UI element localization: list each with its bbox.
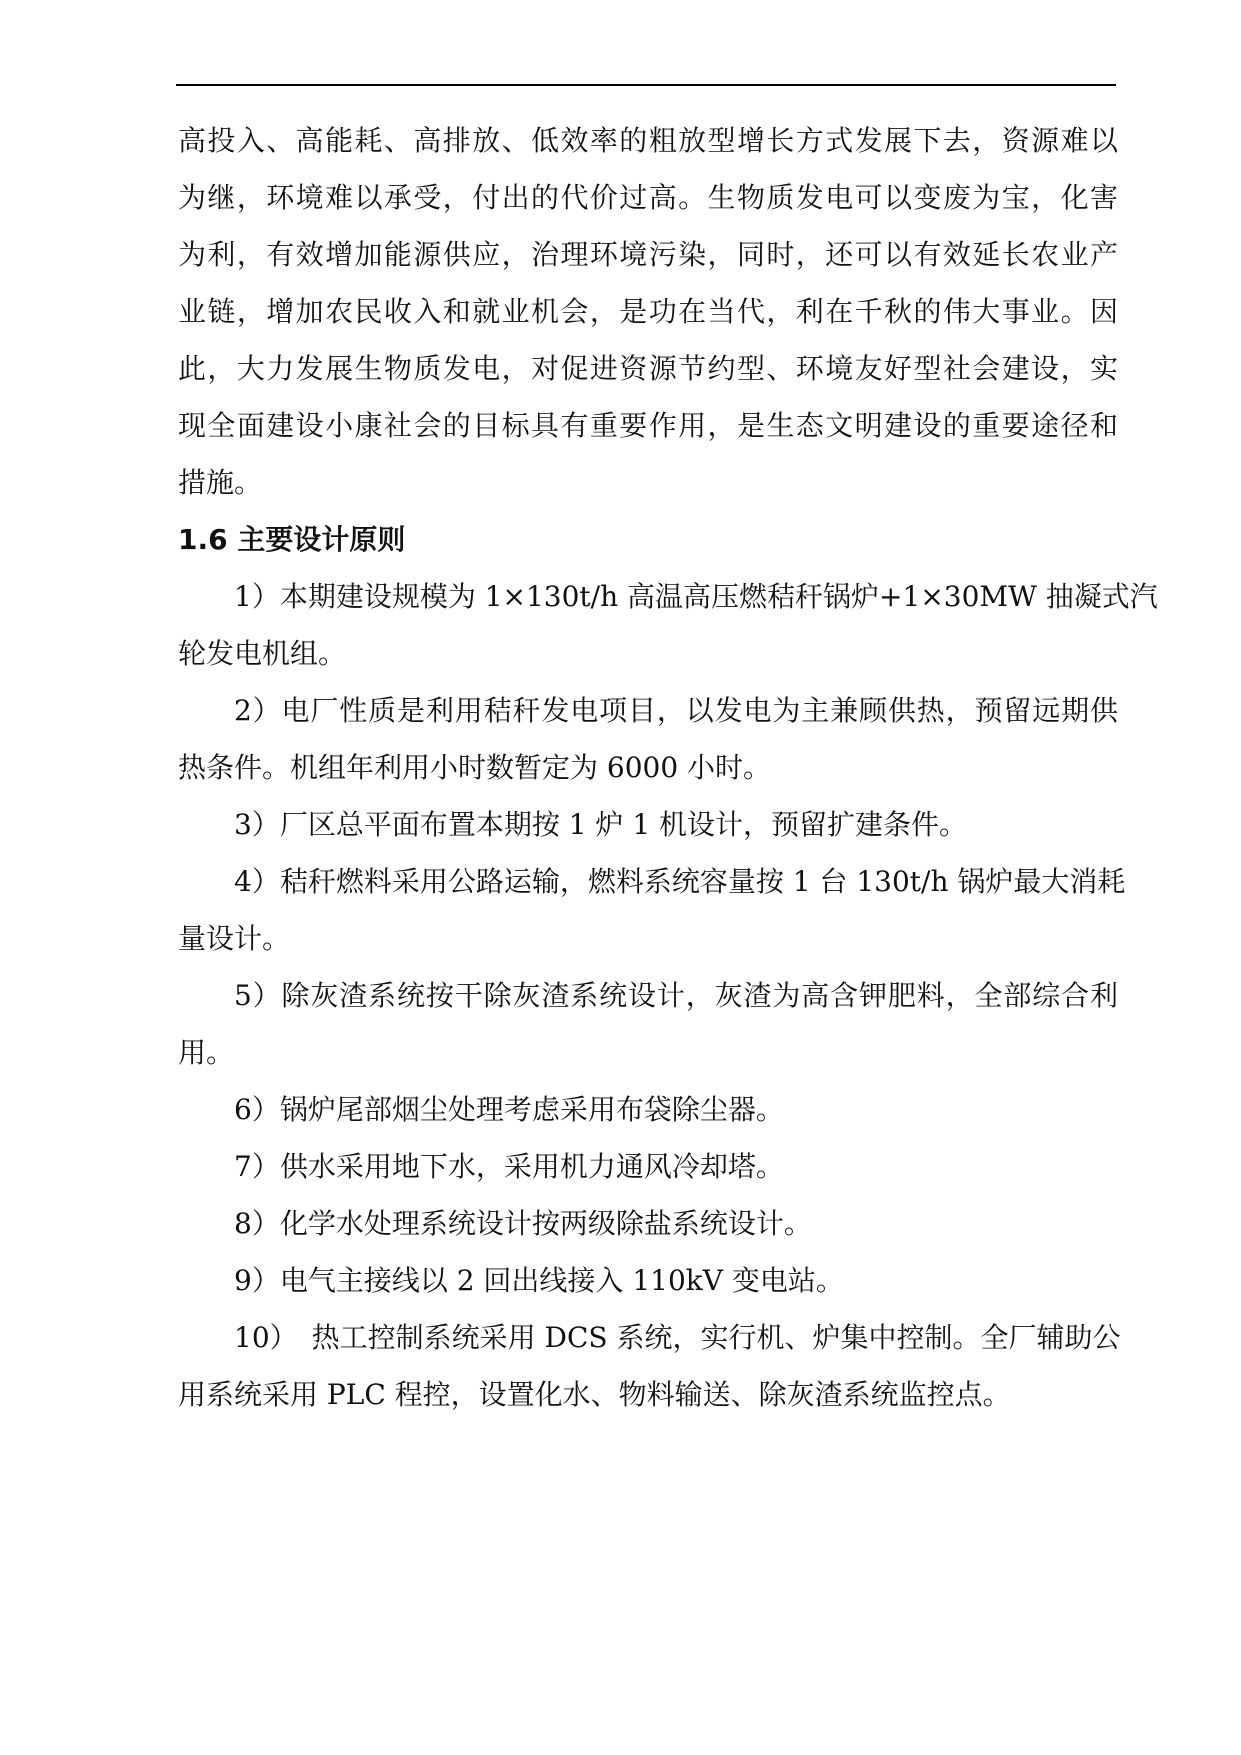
header-rule	[176, 84, 1116, 86]
principle-item-2	[178, 682, 1118, 796]
principle-line: 热条件。机组年利用小时数暂定为 6000 小时。	[178, 751, 772, 784]
principle-item-10	[178, 1309, 1121, 1423]
intro-paragraph	[178, 112, 1118, 511]
intro-line: 措施。	[178, 466, 263, 499]
principle-item-4	[178, 853, 1126, 967]
principle-item-9	[178, 1252, 1118, 1309]
principle-line: 3）厂区总平面布置本期按 1 炉 1 机设计，预留扩建条件。	[234, 808, 968, 841]
intro-line: 业链，增加农民收入和就业机会，是功在当代，利在千秋的伟大事业。因	[178, 295, 1118, 328]
principle-line: 量设计。	[178, 922, 291, 955]
principle-line: 用系统采用 PLC 程控，设置化水、物料输送、除灰渣系统监控点。	[178, 1378, 1011, 1411]
principle-line: 1）本期建设规模为 1×130t/h 高温高压燃秸秆锅炉+1×30MW 抽凝式汽	[234, 580, 1158, 613]
principle-line: 10） 热工控制系统采用 DCS 系统，实行机、炉集中控制。全厂辅助公	[234, 1321, 1121, 1354]
principle-line: 用。	[178, 1036, 235, 1069]
intro-line: 高投入、高能耗、高排放、低效率的粗放型增长方式发展下去，资源难以	[178, 124, 1118, 157]
principle-item-1	[178, 568, 1158, 682]
principle-item-3	[178, 796, 1118, 853]
principle-line: 7）供水采用地下水，采用机力通风冷却塔。	[234, 1150, 784, 1183]
design-principles-list	[178, 568, 1158, 1423]
principle-line: 2）电厂性质是利用秸秆发电项目，以发电为主兼顾供热，预留远期供	[234, 694, 1118, 727]
intro-line: 现全面建设小康社会的目标具有重要作用，是生态文明建设的重要途径和	[178, 409, 1118, 442]
principle-item-6	[178, 1081, 1118, 1138]
principle-item-7	[178, 1138, 1118, 1195]
principle-item-5	[178, 967, 1118, 1081]
intro-line: 为继，环境难以承受，付出的代价过高。生物质发电可以变废为宝，化害	[178, 181, 1118, 214]
intro-line: 此，大力发展生物质发电，对促进资源节约型、环境友好型社会建设，实	[178, 352, 1118, 385]
principle-line: 8）化学水处理系统设计按两级除盐系统设计。	[234, 1207, 812, 1240]
principle-line: 轮发电机组。	[178, 637, 347, 670]
principle-item-8	[178, 1195, 1118, 1252]
principle-line: 6）锅炉尾部烟尘处理考虑采用布袋除尘器。	[234, 1093, 784, 1126]
intro-line: 为利，有效增加能源供应，治理环境污染，同时，还可以有效延长农业产	[178, 238, 1118, 271]
principle-line: 4）秸秆燃料采用公路运输，燃料系统容量按 1 台 130t/h 锅炉最大消耗	[234, 865, 1126, 898]
section-heading: 1.6 主要设计原则	[178, 523, 406, 556]
principle-line: 9）电气主接线以 2 回出线接入 110kV 变电站。	[234, 1264, 844, 1297]
document-body	[178, 112, 1158, 1423]
principle-line: 5）除灰渣系统按干除灰渣系统设计，灰渣为高含钾肥料，全部综合利	[234, 979, 1118, 1012]
